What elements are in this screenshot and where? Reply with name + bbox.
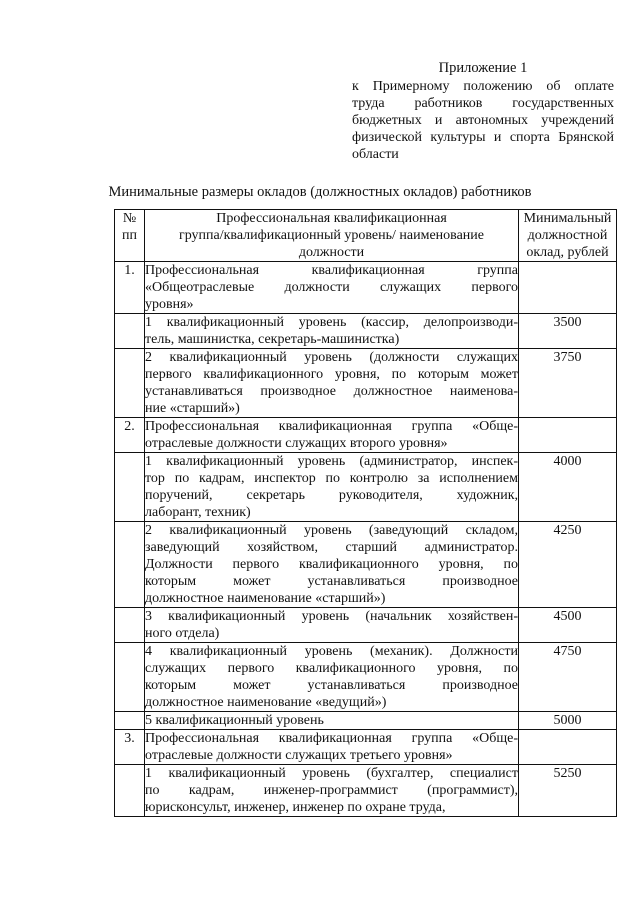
header-position-line: группа/квалификационный уровень/ наименование xyxy=(178,228,485,243)
table-row xyxy=(115,643,617,712)
row-position-line: отраслевые должности служащих второго уровня» xyxy=(145,436,448,451)
row-position-line: заведующий хозяйством, старший администратор. xyxy=(145,540,518,555)
appendix-line: бюджетных и автономных учреждений xyxy=(352,113,614,128)
header-number-line: № xyxy=(122,211,137,226)
row-position xyxy=(145,314,519,349)
row-position-line: лаборант, техник) xyxy=(145,505,251,520)
row-position xyxy=(145,262,519,314)
appendix-line: физической культуры и спорта Брянской xyxy=(352,130,614,145)
row-number: 2. xyxy=(115,418,145,453)
row-position-line: 1 квалификационный уровень (администратор, инспек- xyxy=(145,454,518,469)
header-salary-line: оклад, рублей xyxy=(526,245,609,260)
table-header-row xyxy=(115,210,617,262)
row-salary: 4000 xyxy=(519,453,617,522)
table-row xyxy=(115,730,617,765)
row-number xyxy=(115,608,145,643)
row-number: 1. xyxy=(115,262,145,314)
row-position xyxy=(145,349,519,418)
row-position-line: отраслевые должности служащих третьего уровня» xyxy=(145,748,453,763)
row-salary xyxy=(519,262,617,314)
row-salary: 4250 xyxy=(519,522,617,608)
row-position-line: 3 квалификационный уровень (начальник хозяйствен- xyxy=(145,609,518,624)
row-position-line: уровня» xyxy=(145,297,194,312)
row-number xyxy=(115,765,145,817)
row-position-line: «Общеотраслевые должности служащих первого xyxy=(145,280,518,295)
row-position-line: поручений, секретарь руководителя, художник, xyxy=(145,488,518,503)
appendix-header xyxy=(352,60,614,163)
table-row xyxy=(115,608,617,643)
row-position xyxy=(145,522,519,608)
header-position xyxy=(145,210,519,262)
row-number xyxy=(115,643,145,712)
row-position-line: по кадрам, инженер-программист (программист), xyxy=(145,783,518,798)
row-salary xyxy=(519,418,617,453)
row-position-line: должностное наименование «ведущий») xyxy=(145,695,387,710)
header-salary xyxy=(519,210,617,262)
row-position xyxy=(145,608,519,643)
table-body xyxy=(115,262,617,817)
row-position-line: 1 квалификационный уровень (бухгалтер, специалист xyxy=(145,766,518,781)
table-row xyxy=(115,765,617,817)
row-salary xyxy=(519,730,617,765)
row-position-line: которым может устанавливаться производное xyxy=(145,574,518,589)
row-position xyxy=(145,643,519,712)
row-position-line: устанавливаться производное должностное наименова- xyxy=(145,384,518,399)
row-position-line: ние «старший») xyxy=(145,401,240,416)
appendix-line: области xyxy=(352,147,399,162)
row-position-line: должностное наименование «старший») xyxy=(145,591,386,606)
row-position-line: 5 квалификационный уровень xyxy=(145,713,324,728)
header-position-line: должности xyxy=(298,245,365,260)
row-salary: 3750 xyxy=(519,349,617,418)
table-row xyxy=(115,349,617,418)
table-heading: Минимальные размеры окладов (должностных окладов) работников xyxy=(108,184,532,200)
row-position-line: Профессиональная квалификационная группа xyxy=(145,263,518,278)
row-position-line: первого квалификационного уровня, по которым может xyxy=(145,367,518,382)
row-number: 3. xyxy=(115,730,145,765)
row-salary: 5000 xyxy=(519,712,617,730)
row-position-line: служащих первого квалификационного уровня, по xyxy=(145,661,518,676)
row-salary: 3500 xyxy=(519,314,617,349)
row-position xyxy=(145,765,519,817)
header-salary-line: Минимальный xyxy=(523,211,612,226)
table-row xyxy=(115,522,617,608)
header-salary-line: должностной xyxy=(527,228,608,243)
row-position-line: 2 квалификационный уровень (должности служащих xyxy=(145,350,518,365)
table-row xyxy=(115,453,617,522)
appendix-line: труда работников государственных xyxy=(352,96,614,111)
table-row xyxy=(115,262,617,314)
row-position-line: 2 квалификационный уровень (заведующий складом, xyxy=(145,523,518,538)
row-position-line: тель, машинистка, секретарь-машинистка) xyxy=(145,332,400,347)
row-number xyxy=(115,453,145,522)
row-position-line: Профессиональная квалификационная группа «Обще- xyxy=(145,731,518,746)
row-position xyxy=(145,712,519,730)
row-number xyxy=(115,314,145,349)
row-salary: 4500 xyxy=(519,608,617,643)
table-row xyxy=(115,314,617,349)
row-number xyxy=(115,522,145,608)
row-position-line: 1 квалификационный уровень (кассир, делопроизводи- xyxy=(145,315,518,330)
row-position-line: Должности первого квалификационного уровня, по xyxy=(145,557,518,572)
row-position-line: тор по кадрам, инспектор по контролю за исполнением xyxy=(145,471,518,486)
salary-table xyxy=(114,209,617,817)
header-number xyxy=(115,210,145,262)
appendix-line: к Примерному положению об оплате xyxy=(352,79,614,94)
row-position-line: ного отдела) xyxy=(145,626,220,641)
header-number-line: пп xyxy=(122,228,137,243)
row-number xyxy=(115,349,145,418)
row-position-line: юрисконсульт, инженер, инженер по охране труда, xyxy=(145,800,446,815)
row-position-line: Профессиональная квалификационная группа «Обще- xyxy=(145,419,518,434)
row-position xyxy=(145,730,519,765)
table-row xyxy=(115,712,617,730)
row-salary: 5250 xyxy=(519,765,617,817)
row-position xyxy=(145,453,519,522)
row-position-line: которым может устанавливаться производное xyxy=(145,678,518,693)
row-position xyxy=(145,418,519,453)
row-position-line: 4 квалификационный уровень (механик). Должности xyxy=(145,644,518,659)
appendix-title: Приложение 1 xyxy=(438,60,528,76)
row-salary: 4750 xyxy=(519,643,617,712)
row-number xyxy=(115,712,145,730)
table-row xyxy=(115,418,617,453)
header-position-line: Профессиональная квалификационная xyxy=(216,211,447,226)
